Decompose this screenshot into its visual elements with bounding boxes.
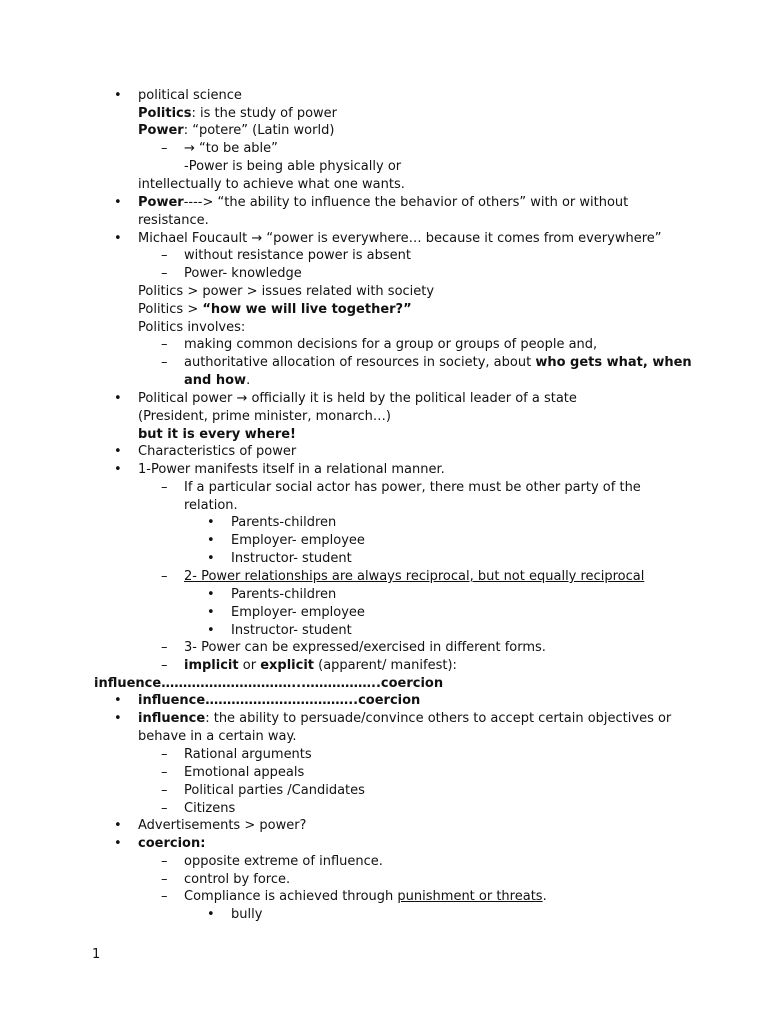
text-line: and how. (184, 373, 251, 388)
text-line: control by force. (184, 872, 291, 887)
text-line: behave in a certain way. (138, 729, 297, 744)
text-line: implicit or explicit (apparent/ manifest): (184, 658, 457, 673)
bullet: • (114, 88, 122, 103)
text-line: Parents-children (231, 515, 337, 530)
arrow-icon: → (236, 391, 248, 406)
text-line: Politics: is the study of power (138, 106, 338, 121)
dash: – (161, 801, 168, 816)
text-line: without resistance power is absent (184, 248, 411, 263)
text-line: 3- Power can be expressed/exercised in different forms. (184, 640, 546, 655)
text-line: bully (231, 907, 263, 922)
text-line: Employer- employee (231, 605, 365, 620)
text-line: (President, prime minister, monarch…) (138, 409, 391, 424)
text-line: political science (138, 88, 242, 103)
bullet: • (114, 836, 122, 851)
text-line: Rational arguments (184, 747, 312, 762)
text-line: Citizens (184, 801, 236, 816)
bullet: • (207, 515, 215, 530)
text-line: Employer- employee (231, 533, 365, 548)
text-line: Emotional appeals (184, 765, 305, 780)
page-number: 1 (92, 947, 101, 962)
bullet: • (207, 533, 215, 548)
bullet: • (207, 623, 215, 638)
dash: – (161, 783, 168, 798)
text-line: Power----> “the ability to influence the behavior of others” with or without (138, 195, 629, 210)
text-line: Instructor- student (231, 623, 352, 638)
text-line: Compliance is achieved through punishment or threats. (184, 889, 547, 904)
bullet: • (207, 587, 215, 602)
dash: – (161, 747, 168, 762)
text-line: opposite extreme of influence. (184, 854, 383, 869)
text-line: influence: the ability to persuade/convince others to accept certain objectives or (138, 711, 672, 726)
text-line: -Power is being able physically or (184, 159, 402, 174)
dash: – (161, 765, 168, 780)
bullet: • (207, 551, 215, 566)
text-line: influence……………………………..coercion (138, 693, 421, 708)
bullet: • (114, 693, 122, 708)
text-line: 2- Power relationships are always reciprocal, but not equally reciprocal (184, 569, 645, 584)
text-line: making common decisions for a group or groups of people and, (184, 337, 598, 352)
arrow-icon: → (184, 141, 195, 156)
bullet: • (207, 907, 215, 922)
text-line: Advertisements > power? (138, 818, 307, 833)
dash: – (161, 337, 168, 352)
dash: – (161, 480, 168, 495)
text-line: If a particular social actor has power, there must be other party of the (184, 480, 641, 495)
text-line: Politics involves: (138, 320, 246, 335)
bullet: • (114, 195, 122, 210)
bullet: • (114, 711, 122, 726)
text-line: intellectually to achieve what one wants. (138, 177, 405, 192)
text-line: Power: “potere” (Latin world) (138, 123, 335, 138)
bullet: • (114, 391, 122, 406)
bullet: • (114, 231, 122, 246)
dash: – (161, 266, 168, 281)
text-line: 1-Power manifests itself in a relational manner. (138, 462, 445, 477)
bullet: • (207, 605, 215, 620)
dash: – (161, 248, 168, 263)
bullet: • (114, 818, 122, 833)
dash: – (161, 854, 168, 869)
dash: – (161, 889, 168, 904)
text-line: Politics > power > issues related with society (138, 284, 435, 299)
dash: – (161, 640, 168, 655)
text-line: influence…………………………...……………..coercion (94, 676, 444, 691)
dash: – (161, 141, 168, 156)
text-line: authoritative allocation of resources in society, about who gets what, when (184, 355, 692, 370)
text-line: Power- knowledge (184, 266, 302, 281)
text-line: Parents-children (231, 587, 337, 602)
dash: – (161, 569, 168, 584)
text-line: Instructor- student (231, 551, 352, 566)
text-line: but it is every where! (138, 427, 296, 442)
text-line: Political power → officially it is held by the political leader of a state (138, 391, 577, 406)
text-line: → “to be able” (184, 141, 278, 156)
text-line: Politics > “how we will live together?” (138, 302, 412, 317)
dash: – (161, 658, 168, 673)
arrow-icon: → (251, 231, 263, 246)
dash: – (161, 872, 168, 887)
text-line: Michael Foucault → “power is everywhere… because it comes from everywhere” (138, 231, 662, 246)
bullet: • (114, 444, 122, 459)
text-line: resistance. (138, 213, 209, 228)
dash: – (161, 355, 168, 370)
text-line: Political parties /Candidates (184, 783, 365, 798)
text-line: Characteristics of power (138, 444, 297, 459)
text-line: coercion: (138, 836, 206, 851)
bullet: • (114, 462, 122, 477)
text-line: relation. (184, 498, 238, 513)
